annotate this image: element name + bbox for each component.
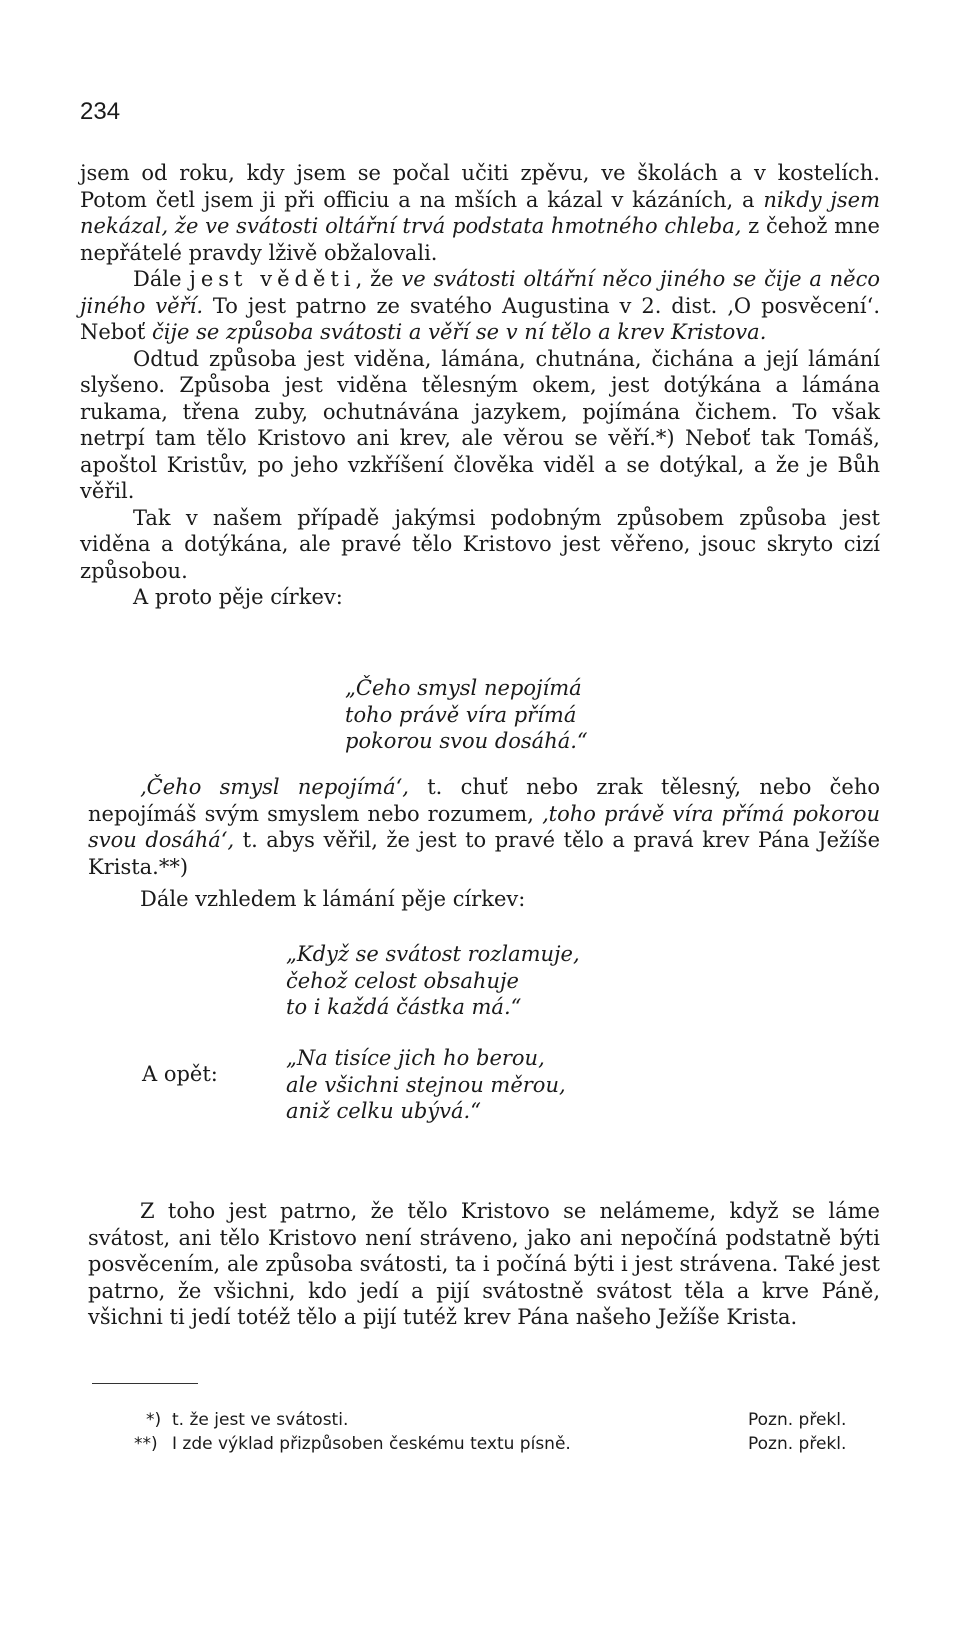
paragraph: Tak v našem případě jakýmsi podobným způsobem způsoba jest viděna a dotýkána, ale pravé tělo Kristovo jest věřeno, jsouc skryto cizí způsobou.: [80, 505, 880, 583]
text-run: z čehož mne nepřátelé pravdy lživě obžalovali.: [80, 214, 880, 265]
footnote-note: Pozn. překl.: [748, 1434, 847, 1454]
verse-line: to i každá částka má.“: [286, 995, 522, 1019]
opet-label: A opět:: [142, 1062, 218, 1086]
verse-line: „Na tisíce jich ho berou,: [286, 1046, 545, 1070]
hymn-stanza: [286, 941, 580, 1021]
verse-line: „Když se svátost rozlamuje,: [286, 942, 580, 966]
footnote-rule: [92, 1383, 198, 1384]
commentary-text: [88, 774, 880, 913]
paragraph: [80, 160, 880, 266]
text-run: t. chuť nebo zrak tělesný, nebo čeho nepojímáš svým smyslem nebo rozumem,: [88, 775, 880, 826]
italic-run: ‚toho právě víra přímá pokorou svou dosáhá‘,: [88, 801, 880, 852]
paragraph: Dále vzhledem k lámání pěje církev:: [140, 887, 526, 911]
verse-line: ale všichni stejnou měrou,: [286, 1072, 566, 1097]
verse-line: „Čeho smysl nepojímá: [345, 676, 582, 700]
footnote-note: Pozn. překl.: [748, 1410, 847, 1430]
paragraph: A proto pěje církev:: [133, 585, 343, 609]
spaced-run: jest věděti: [189, 267, 356, 291]
page-number: 234: [80, 98, 121, 125]
paragraph: Z toho jest patrno, že tělo Kristovo se nelámeme, když se láme svátost, ani tělo Kristovo není stráveno, jako ani nepočíná podstatně býti posvěcením, ale způsoba svátosti, ta i počíná býti i jest strávena. Také jest patrno, že všichni, kdo jedí a pijí svátostně svátost těla a krve Páně, všichni ti jedí totéž tělo a pijí tutéž krev Pána našeho Ježíše Krista.: [88, 1199, 880, 1329]
paragraph: Odtud způsoba jest viděna, lámána, chutnána, čichána a její lámání slyšeno. Způsoba jest viděna tělesným okem, jest dotýkána a lámána rukama, třena zuby, ochutnávána jazykem, pojímána čichem. To však netrpí tam tělo Kristovo ani krev, ale věrou se věří.*) Neboť tak Tomáš, apoštol Kristův, po jeho vzkříšení člověka viděl a se dotýkal, a že je Bůh věřil.: [80, 346, 880, 503]
text-run: jsem od roku, kdy jsem se počal učiti zpěvu, ve školách a v kostelích. Potom četl jsem ji při officiu a na mších a kázal v kázáních, a: [80, 161, 880, 212]
verse-line: toho právě víra přímá: [345, 702, 577, 727]
main-text: [80, 160, 880, 611]
paragraph: [88, 774, 880, 880]
hymn-stanza: [286, 1045, 566, 1125]
conclusion-text: [88, 1198, 880, 1331]
verse-line: aniž celku ubývá.“: [286, 1099, 481, 1123]
verse-line: pokorou svou dosáhá.“: [345, 729, 588, 753]
footnote-mark: **): [134, 1434, 158, 1454]
text-run: , že: [355, 267, 402, 291]
italic-run: nikdy jsem nekázal, že ve svátosti oltářní trvá podstata hmotného chleba,: [80, 187, 880, 238]
italic-run: ve svátosti oltářní něco jiného se čije a něco jiného věří.: [80, 267, 880, 318]
paragraph: [80, 266, 880, 346]
text-run: t. abys věřil, že jest to pravé tělo a pravá krev Pána Ježíše Krista.**): [88, 828, 880, 879]
italic-run: ‚Čeho smysl nepojímá‘,: [140, 775, 409, 799]
text-run: To jest patrno ze svatého Augustina v 2. dist. ‚O posvěcení‘. Neboť: [80, 293, 881, 344]
footnote-text: t. že jest ve svátosti.: [172, 1410, 349, 1430]
verse-line: čehož celost obsahuje: [286, 968, 519, 993]
footnote-mark: *): [146, 1410, 162, 1430]
italic-run: čije se způsoba svátosti a věří se v ní tělo a krev Kristova.: [152, 320, 767, 344]
text-run: Dále: [133, 267, 190, 291]
hymn-stanza: [345, 675, 588, 755]
footnote-text: I zde výklad přizpůsoben českému textu písně.: [172, 1434, 571, 1454]
